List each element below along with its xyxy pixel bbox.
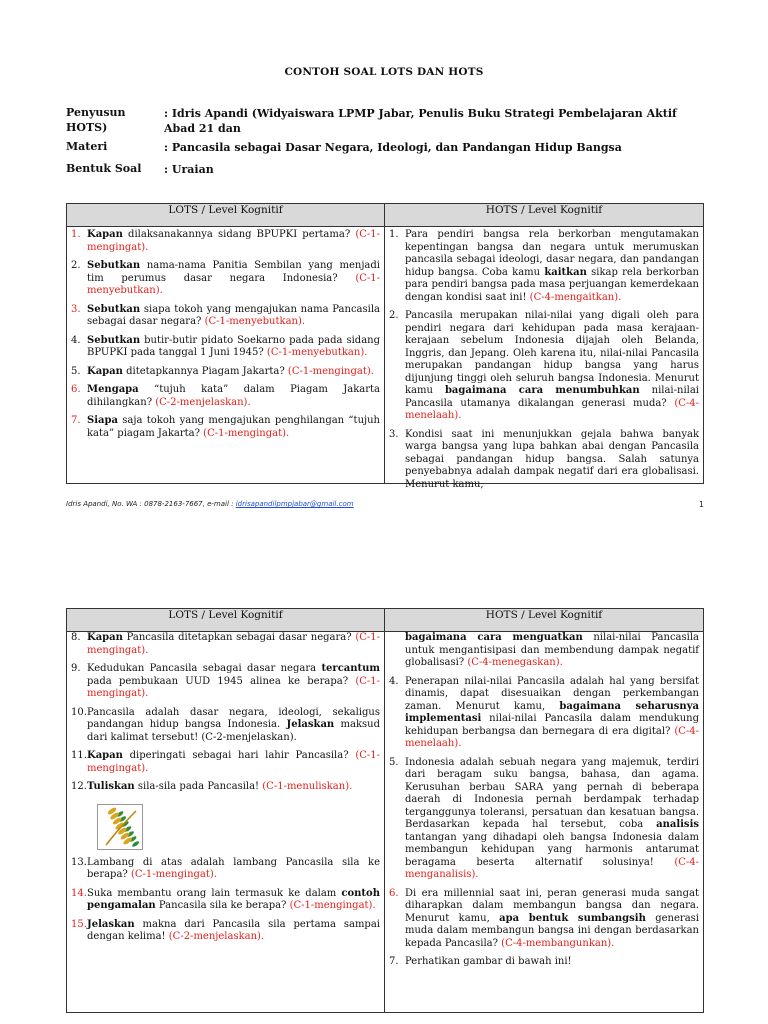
question-text: Kondisi saat ini menunjukkan gejala bahwa banyak warga bangsa yang lupa bahkan abai dengan Pancasila sebagai pandangan hidup bangsa. Salah satunya penyebabnya adalah dampak negatif dari era globalisasi. Menurut kamu,: [405, 428, 699, 490]
cognitive-level: (C-1-mengingat).: [87, 750, 380, 774]
question-text: Perhatikan gambar di bawah ini!: [405, 956, 572, 967]
question-item: [385, 632, 703, 670]
question-text: ditetapkannya Piagam Jakarta?: [122, 365, 288, 377]
question-text: diperingati sebagai hari lahir Pancasila?: [122, 750, 356, 761]
question-item: [385, 310, 703, 423]
question-keyword: bagaimana cara menumbuhkan: [444, 385, 640, 396]
question-text: dilaksanakannya sidang BPUPKI pertama?: [122, 229, 356, 240]
question-keyword: kaitkan: [544, 266, 587, 278]
question-text: Pancasila ditetapkan sebagai dasar negara?: [122, 632, 356, 643]
question-text: Pancasila sila ke berapa?: [155, 900, 290, 911]
meta-value: : Uraian: [164, 163, 214, 176]
question-keyword: Kapan: [87, 632, 123, 643]
footer-email[interactable]: idrisapandilpmpjabar@gmail.com: [235, 500, 354, 508]
question-number: 11.: [71, 750, 87, 761]
question-text: Indonesia adalah sebuah negara yang majemuk, terdiri dari beragam suku bangsa, bahasa, dan agama. Kerusuhan berbau SARA yang pernah di beberapa daerah di Indonesia pernah berdampak terhadap terganggunya toleransi, persatuan dan kesatuan bangsa. Berdasarkan kepada hal tersebut, coba: [405, 756, 699, 830]
question-text: siapa tokoh yang mengajukan nama Pancasila sebagai dasar negara?: [87, 303, 380, 327]
meta-key: Penyusun: [66, 106, 126, 119]
lots-header: LOTS / Level Kognitif: [67, 609, 385, 632]
question-keyword: Sebutkan: [87, 334, 141, 346]
padi-kapas-icon: [97, 804, 143, 850]
question-keyword: Sebutkan: [87, 260, 141, 271]
question-item: [67, 229, 384, 254]
question-text: butir-butir pidato Soekarno pada pada sidang BPUPKI pada tanggal 1 Juni 1945?: [87, 334, 380, 358]
question-number: 15.: [71, 918, 87, 930]
cognitive-level: (C-1-mengingat).: [289, 900, 376, 911]
cognitive-level: (C-4-mengaitkan).: [529, 291, 622, 303]
question-text: Pancasila merupakan nilai-nilai yang digali oleh para pendiri negara dari kehidupan pada masa kerajaan-kerajaan sebelum Indonesia dijajah oleh Belanda, Inggris, dan Jepang. Oleh karena itu, nilai-nilai Pancasila merupakan pandangan hidup bangsa yang harus dijunjung tinggi oleh seluruh bangsa Indonesia. Menurut kamu: [405, 310, 699, 396]
question-text: tantangan yang dihadapi oleh bangsa Indonesia dalam membangun kehidupan yang harmonis antarumat beragama beserta alternatif solusinya!: [405, 831, 699, 868]
question-item: [67, 707, 384, 745]
question-number: 12.: [71, 781, 87, 792]
question-keyword: Kapan: [87, 365, 123, 377]
question-keyword: tercantum: [321, 663, 380, 674]
question-text: Penerapan nilai-nilai Pancasila adalah hal yang bersifat dinamis, dapat disesuaikan dengan perkembangan zaman. Menurut kamu,: [405, 675, 699, 712]
question-item: [67, 781, 384, 794]
question-item: [67, 260, 384, 298]
question-keyword: Mengapa: [87, 384, 139, 395]
cognitive-level: (C-1-mengingat).: [130, 869, 217, 880]
question-text: Lambang di atas adalah lambang Pancasila sila ke berapa?: [87, 856, 380, 880]
question-number: 10.: [71, 706, 87, 718]
hots-header: HOTS / Level Kognitif: [385, 609, 704, 632]
question-keyword: Tuliskan: [87, 781, 135, 792]
cognitive-level: (C-1-mengingat).: [87, 675, 380, 699]
question-text: Pancasila adalah dasar negara, ideologi, sekaligus pandangan hidup bangsa Indonesia.: [87, 706, 380, 730]
question-text: saja tokoh yang mengajukan penghilangan “tujuh kata” piagam Jakarta?: [87, 415, 380, 439]
cognitive-level: (C-4-menegaskan).: [467, 657, 563, 668]
question-item: [67, 888, 384, 913]
question-number: 4.: [71, 334, 81, 346]
question-item: [67, 366, 384, 379]
question-text: Di era millennial saat ini, peran generasi muda sangat diharapkan dalam membangun bangsa dan negara. Menurut kamu,: [405, 887, 699, 924]
meta-key: Bentuk Soal: [66, 162, 142, 175]
question-keyword: apa bentuk sumbangsih: [499, 912, 646, 924]
cognitive-level: (C-1-mengingat).: [287, 365, 374, 377]
question-text: Kedudukan Pancasila sebagai dasar negara: [87, 663, 322, 674]
cognitive-level: (C-4-menelaah).: [405, 397, 699, 421]
question-item: [385, 676, 703, 751]
question-text: nilai-nilai Pancasila untuk mengantisipasi dan membendung dampak negatif globalisasi?: [405, 632, 699, 668]
hots-column: [385, 227, 703, 490]
question-item: [385, 956, 703, 969]
question-table-2: [66, 608, 704, 1013]
cognitive-level: (C-1-mengingat).: [87, 632, 380, 656]
page-number: 1: [698, 500, 704, 509]
question-table-1: [66, 203, 704, 490]
question-text: pada pembukaan UUD 1945 alinea ke berapa?: [87, 675, 356, 687]
question-keyword: bagaimana cara menguatkan: [405, 632, 583, 643]
question-item: [67, 415, 384, 440]
question-keyword: Kapan: [87, 750, 123, 761]
question-item: [385, 757, 703, 882]
page-2: [0, 570, 768, 1024]
page-gap: [0, 540, 768, 570]
question-number: 3.: [71, 303, 81, 315]
question-item: [67, 919, 384, 944]
question-item: [67, 632, 384, 657]
question-number: 7.: [389, 956, 399, 967]
question-number: 5.: [71, 365, 81, 377]
cognitive-level: (C-1-menyebutkan).: [204, 316, 306, 327]
document-title: CONTOH SOAL LOTS DAN HOTS: [284, 66, 484, 78]
lots-header: LOTS / Level Kognitif: [67, 204, 385, 227]
lots-column: [67, 632, 384, 1012]
question-item: [67, 663, 384, 701]
cognitive-level: (C-1-mengingat).: [203, 427, 290, 439]
question-keyword: Jelaskan: [87, 918, 135, 930]
footer-text: Idris Apandi, No. WA : 0878-2163-7667, e-mail :: [66, 500, 236, 508]
question-text: makna dari Pancasila sila pertama sampai dengan kelima!: [87, 918, 380, 942]
question-text: nilai-nilai Pancasila dalam mendukung kehidupan berbangsa dan bernegara di era digital?: [405, 713, 699, 737]
question-number: 1.: [71, 229, 81, 240]
question-number: 7.: [71, 415, 81, 426]
question-item: [67, 304, 384, 329]
question-number: 6.: [389, 887, 399, 899]
question-number: 4.: [389, 675, 399, 687]
cognitive-level: (C-1-mengingat).: [87, 229, 380, 253]
question-item: [385, 429, 703, 492]
question-number: 14.: [71, 887, 87, 899]
cognitive-level: (C-1-menyebutkan).: [266, 347, 368, 358]
question-keyword: Kapan: [87, 229, 123, 240]
question-number: 8.: [71, 632, 81, 643]
question-number: 2.: [389, 310, 399, 321]
question-text: generasi muda dalam membangun bangsa ini dengan berdasarkan kepada Pancasila?: [405, 912, 699, 949]
hots-column: [385, 632, 703, 1012]
cognitive-level: (C-4-menelaah).: [405, 725, 699, 749]
question-text: “tujuh kata” dalam Piagam Jakarta dihilangkan?: [87, 384, 380, 408]
question-item: [67, 384, 384, 409]
question-number: 2.: [71, 260, 81, 271]
cognitive-level: (C-4-menganalisis).: [405, 856, 699, 880]
question-number: 5.: [389, 756, 399, 768]
cognitive-level: (C-2-menjelaskan).: [155, 396, 251, 408]
question-keyword: Sebutkan: [87, 303, 141, 315]
question-number: 13.: [71, 856, 87, 868]
meta-value-cont: HOTS): [66, 121, 108, 134]
cognitive-level: (C-2-menjelaskan).: [168, 931, 265, 942]
question-keyword: bagaimana seharusnya implementasi: [405, 700, 699, 724]
question-number: 3.: [389, 428, 399, 440]
footer: [66, 500, 706, 508]
meta-key: Materi: [66, 140, 108, 153]
question-number: 1.: [389, 229, 399, 240]
question-text: Suka membantu orang lain termasuk ke dalam: [87, 887, 342, 899]
lots-column: [67, 227, 384, 483]
question-item: [385, 888, 703, 951]
cognitive-level: (C-4-membangunkan).: [501, 937, 615, 949]
question-text: nilai-nilai Pancasila utamanya dikalangan generasi muda?: [405, 385, 700, 409]
question-item: [67, 335, 384, 360]
cognitive-level: (C-1-menyebutkan).: [87, 272, 380, 296]
cognitive-level: (C-1-menuliskan).: [262, 781, 353, 792]
question-number: 6.: [71, 384, 81, 395]
question-text: nama-nama Panitia Sembilan yang menjadi tim perumus dasar negara Indonesia?: [87, 260, 380, 284]
question-keyword: Siapa: [87, 415, 118, 426]
question-number: 9.: [71, 663, 81, 674]
question-item: [67, 857, 384, 882]
question-keyword: analisis: [656, 819, 699, 830]
meta-value: : Idris Apandi (Widyaiswara LPMP Jabar, Penulis Buku Strategi Pembelajaran Aktif Abad 21 dan: [164, 107, 677, 135]
question-item: [67, 750, 384, 775]
question-text: sikap rela berkorban para pendiri bangsa pada masa perjuangan kemerdekaan dengan kondisi saat ini!: [405, 266, 699, 303]
question-item: [385, 229, 703, 304]
hots-header: HOTS / Level Kognitif: [385, 204, 704, 227]
question-text: maksud dari kalimat tersebut! (C-2-menjelaskan).: [87, 719, 380, 743]
question-text: sila-sila pada Pancasila!: [134, 781, 263, 792]
question-keyword: Jelaskan: [286, 719, 335, 730]
question-text: Para pendiri bangsa rela berkorban mengutamakan kepentingan bangsa dan negara untuk merumuskan pancasila sebagai ideologi, dasar negara, dan pandangan hidup bangsa. Coba kamu: [405, 229, 699, 278]
question-keyword: contoh pengamalan: [87, 887, 380, 911]
meta-value: : Pancasila sebagai Dasar Negara, Ideologi, dan Pandangan Hidup Bangsa: [164, 141, 622, 154]
